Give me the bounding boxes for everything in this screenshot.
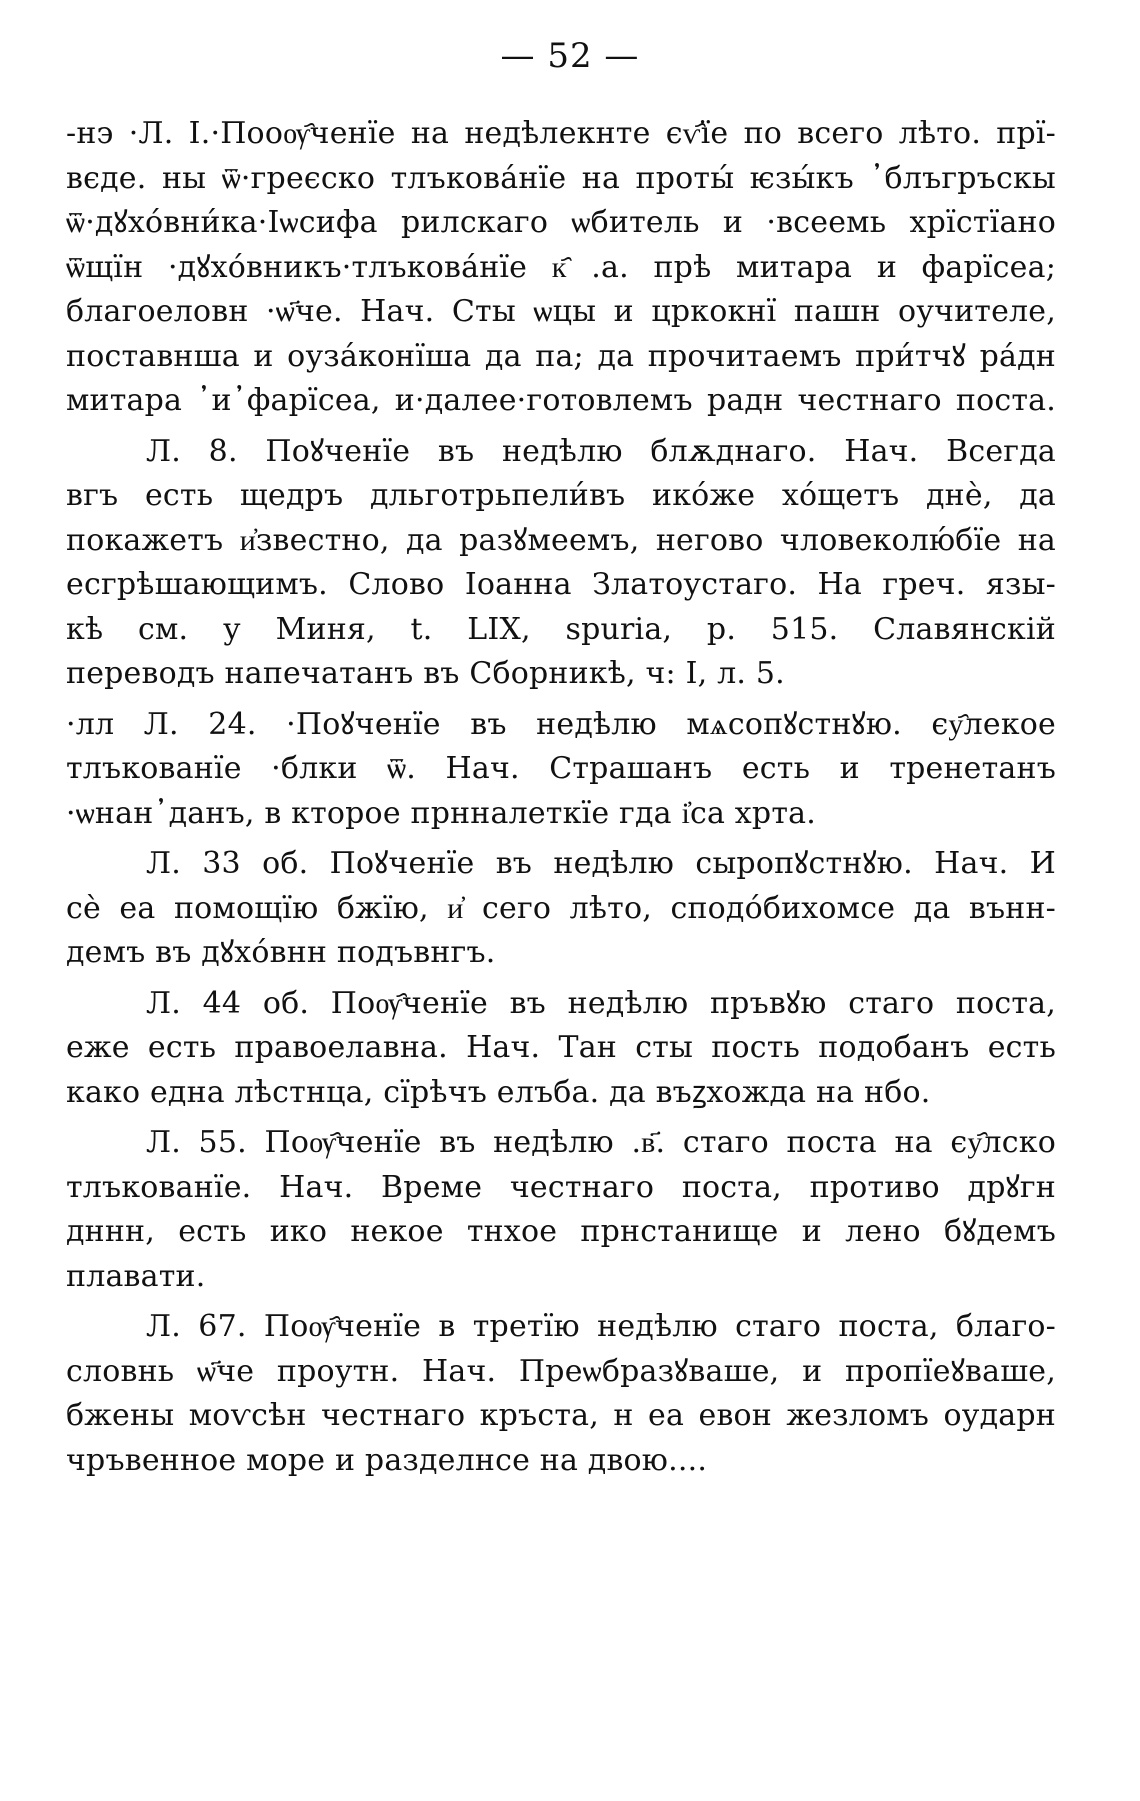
text-line: вгъ есть щедръ дльготрьпели́въ ико́же хо́щетъ днѐ, да	[66, 478, 1056, 513]
text-line: бжены моѵсѣн честнаго кръста, н еа евон жезломъ оударн	[66, 1398, 1056, 1433]
text-line: кѣ см. у Миня, t. LIX, spuria, p. 515. Славянскій	[66, 611, 1056, 647]
text-line: ·ѡнан᾿данъ, в кторое прнналеткїе гда і҆са хрта.	[66, 795, 816, 831]
text-line: плавати.	[66, 1258, 206, 1294]
text-line: есгрѣшающимъ. Слово Іоанна Златоустаго. На греч. язы-	[66, 567, 1056, 602]
catalogue-text	[66, 112, 1056, 1483]
text-line: поставнша и оуза́конїша да па; да прочитаемъ при́тчꙋ ра́дн	[66, 338, 1056, 374]
text-line: еже есть правоелавна. Нач. Тан сты пость подобанъ есть	[66, 1030, 1056, 1065]
text-line: тлъкованїе. Нач. Време честнаго поста, противо дрꙋгн	[66, 1169, 1056, 1205]
text-line: сѐ еа помощїю бжїю, и҆ сего лѣто, сподо́бихомсе да вънн-	[66, 890, 1056, 926]
text-line: вєде. ны ѿ·греєско тлъкова́нїе на проты́ ѥзы́къ ᾿блъгръскы	[66, 160, 1056, 196]
text-line: благоеловн ·ѡ҃че. Нач. Сты ѡцы и цркокнї пашн оучителе,	[66, 294, 1056, 329]
text-line: демъ въ дꙋхо́внн подъвнгъ.	[66, 935, 496, 970]
entry-folio-55	[66, 1121, 1056, 1299]
text-line: митара ᾿и᾿фарїсеа, и·далее·готовлемъ радн честнаго поста.	[66, 383, 1056, 418]
text-line: ѿ·дꙋхо́вни́ка·Іѡсифа рилскаго ѡбитель и ·всеемь хрїстїано	[66, 205, 1056, 240]
page-number: — 52 —	[500, 36, 640, 76]
text-line: како една лѣстнца, сїрѣчъ елъба. да въꙁхожда на нбо.	[66, 1074, 931, 1110]
entry-folio-44	[66, 982, 1056, 1116]
entry-folio-33	[66, 842, 1056, 976]
text-line: словнь ѡ҃че проутн. Нач. Преѡбразꙋваше, и пропїеꙋваше,	[66, 1353, 1056, 1389]
text-line: Л. 67. Поѹ҄ченїе в третїю недѣлю стаго поста, благо-	[146, 1309, 1056, 1344]
entry-folio-24	[66, 703, 1056, 837]
text-line: Л. 33 об. Поꙋченїе въ недѣлю сыропꙋстнꙋю. Нач. И	[146, 846, 1056, 881]
text-line: ·лл Л. 24. ·Поꙋченїе въ недѣлю мѧсопꙋстнꙋю. єу҄лекое	[66, 706, 1056, 742]
text-line: Л. 8. Поꙋченїе въ недѣлю блѫднаго. Нач. Всегда	[146, 433, 1056, 469]
text-line: Л. 55. Поѹ҄ченїе въ недѣлю .в҃. стаго поста на єу҄лско	[146, 1125, 1056, 1160]
text-line: чръвенное море и разделнсе на двою....	[66, 1442, 708, 1478]
text-line: переводъ напечатанъ въ Сборникѣ, ч: I, л. 5.	[66, 656, 785, 691]
text-line: Л. 44 об. Поѹ҄ченїе въ недѣлю пръвꙋю стаго поста,	[146, 985, 1056, 1021]
text-line: -нэ ·Л. I.·Пооѹ҄ченїе на недѣлекнте єѵ҄їе по всего лѣто. прї-	[66, 116, 1056, 151]
entry-folio-67	[66, 1305, 1056, 1483]
text-line: ѿщїн ·дꙋхо́вникъ·тлъкова́нїе к҄ .а. прѣ митара и фарїсеа;	[66, 249, 1056, 285]
text-line: тлъкованїе ·блки ѿ. Нач. Страшанъ есть и тренетанъ	[66, 751, 1056, 786]
text-line: покажетъ и҆звестно, да разꙋмеемъ, негово чловеколю́бїе на	[66, 522, 1056, 558]
entry-folio-1	[66, 112, 1056, 424]
text-line: дннн, есть ико некое тнхое прнстанище и лено бꙋдемъ	[66, 1214, 1056, 1249]
entry-folio-8	[66, 430, 1056, 697]
